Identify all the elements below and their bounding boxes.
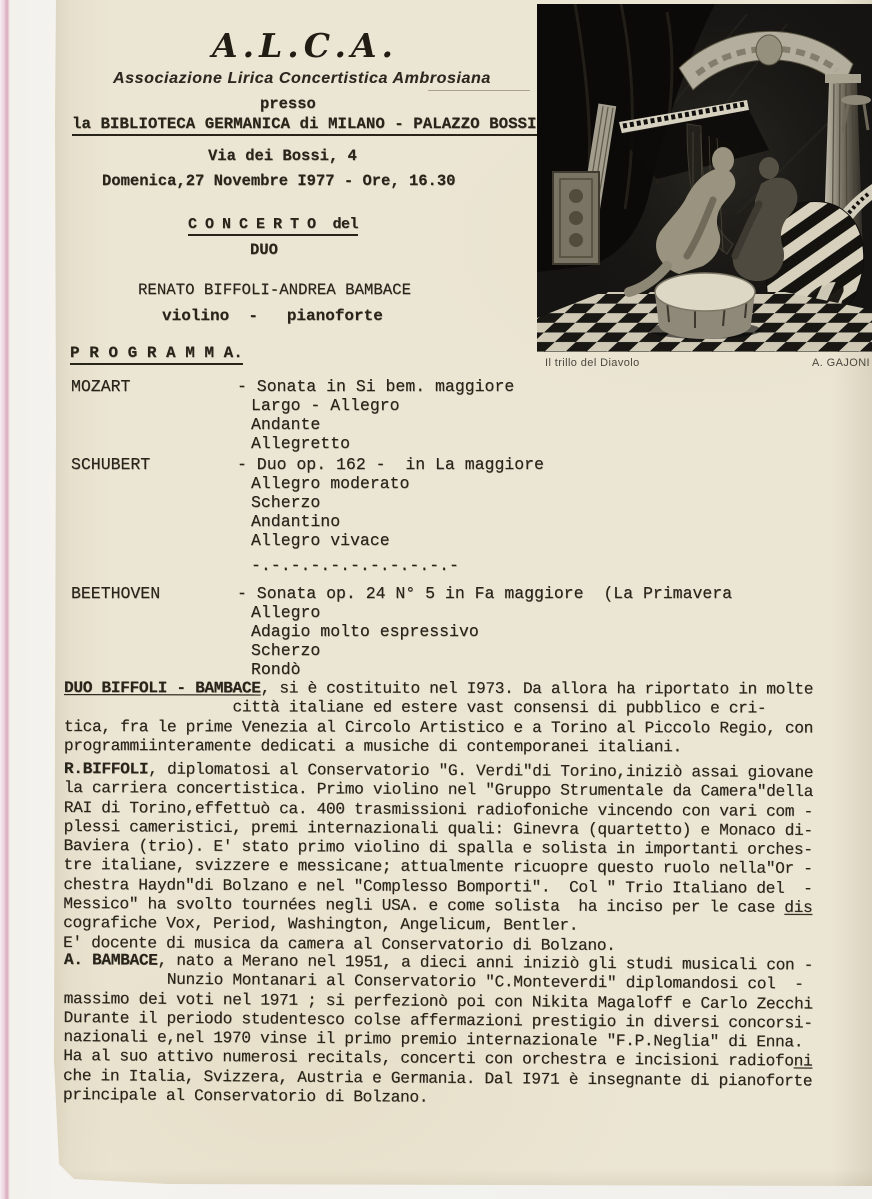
work-title: - Sonata op. 24 N° 5 in Fa maggiore (La Primavera (237, 584, 733, 603)
composer-beethoven: BEETHOVEN (71, 584, 161, 603)
bio-text: Ha al suo attivo numerosi recitals, concerti con orchestra e incisioni radiofo (63, 1047, 794, 1071)
address-line: Via dei Bossi, 4 (208, 147, 357, 165)
bio-line: la carriera concertistica. Primo violino nel "Gruppo Strumentale da Camera"della (63, 779, 814, 802)
org-abbreviation: A.L.C.A. (212, 26, 399, 65)
programma-heading: P R O G R A M M A. (70, 344, 243, 365)
bio-line: città italiane ed estere vast consensi di pubblico e cri- (63, 698, 767, 718)
bio-biffoli-paragraph (63, 760, 813, 957)
movement: Andante (251, 415, 321, 434)
date-time-line: Domenica,27 Novembre I977 - Ore, 16.30 (102, 172, 456, 190)
bio-line: plessi cameristici, premi internazionali quali: Ginevra (quartetto) e Monaco di- (63, 817, 813, 840)
bio-line: RAI di Torino,effettuò ca. 400 trasmissioni radiofoniche vincendo con vari com - (63, 798, 813, 821)
ensemble-label: DUO (250, 241, 278, 259)
movement: Allegro moderato (251, 474, 410, 493)
bambace-name: A. BAMBACE (63, 951, 158, 970)
movement: Scherzo (251, 493, 321, 512)
bio-line: cografiche Vox, Period, Washington, Angelicum, Bentler. (63, 914, 579, 936)
composer-mozart: MOZART (71, 377, 131, 396)
bio-line: Baviera (trio). E' stato primo violino di spalla e solista in importanti orches- (63, 837, 813, 860)
bio-line: E' docente di musica da camera al Conservatorio di Bolzano. (62, 933, 616, 955)
movement: Allegretto (251, 434, 351, 453)
bio-text: , diplomatosi al Conservatorio "G. Verdi"di Torino,iniziò assai giovane (148, 760, 814, 782)
bio-line: programmiinteramente dedicati a musiche di contemporanei italiani. (63, 736, 682, 757)
bio-text: , nato a Merano nel 1951, a dieci anni iniziò gli studi musicali con - (157, 951, 814, 975)
bio-line: principale al Conservatorio di Bolzano. (62, 1086, 429, 1107)
bio-text: Messico" ha svolto tournées negli USA. e come solista ha inciso per le case (63, 895, 785, 917)
scan-artifact-line (428, 90, 530, 91)
bio-line: massimo dei voti nel 1971 ; si perfezionò poi con Nikita Magaloff e Carlo Zecchi (63, 989, 813, 1014)
movement: Rondò (251, 660, 301, 679)
artwork-image (537, 4, 872, 352)
instruments-line: violino - pianoforte (162, 307, 383, 325)
movement: Adagio molto espressivo (251, 622, 479, 641)
movement: Largo - Allegro (251, 396, 400, 415)
bio-line: che in Italia, Svizzera, Austria e Germania. Dal I971 è insegnante di pianoforte (63, 1066, 813, 1091)
bio-text: , si è costituito nel I973. Da allora ha riportato in molte (260, 679, 814, 699)
bio-line: Durante il periodo studentesco colse affermazioni prestigio in diversi concorsi- (63, 1008, 813, 1033)
artwork-caption-artist: A. GAJONI (812, 357, 870, 369)
section-divider: -.-.-.-.-.-.-.-.-.-.- (251, 556, 459, 575)
bio-duo-paragraph (64, 679, 813, 758)
bio-line: chestra Haydn"di Bolzano e nel "Complesso Bomporti". Col " Trio Italiano del - (63, 875, 813, 898)
movement: Allegro vivace (251, 531, 390, 550)
org-full-name: Associazione Lirica Concertistica Ambrosiana (113, 70, 491, 87)
movement: Scherzo (251, 641, 321, 660)
concert-title: C O N C E R T O del (188, 216, 358, 236)
devil-trill-painting (537, 4, 872, 352)
bio-text-underlined: ni (793, 1052, 813, 1071)
artwork-caption-title: Il trillo del Diavolo (545, 357, 640, 369)
composer-schubert: SCHUBERT (71, 455, 151, 474)
movement: Allegro (251, 603, 321, 622)
performers-line: RENATO BIFFOLI-ANDREA BAMBACE (138, 281, 412, 299)
movement: Andantino (251, 512, 341, 531)
work-title: - Sonata in Si bem. maggiore (237, 377, 515, 396)
venue-line: la BIBLIOTECA GERMANICA di MILANO - PALAZZO BOSSI (72, 115, 537, 136)
bio-line (64, 679, 813, 700)
bio-line: Nunzio Montanari al Conservatorio "C.Monteverdi" diplomandosi col - (63, 970, 804, 994)
work-title: - Duo op. 162 - in La maggiore (237, 455, 544, 474)
bio-line: nazionali e,nel 1970 vinse il primo premio internazionale "F.P.Neglia" di Enna. (63, 1028, 804, 1052)
biffoli-name: R.BIFFOLI (63, 760, 149, 779)
presso-label: presso (260, 95, 316, 113)
bio-text-underlined: dis (784, 898, 813, 917)
bio-bambace-paragraph (63, 951, 813, 1111)
bio-line: tica, fra le prime Venezia al Circolo Artistico e a Torino al Piccolo Regio, con (63, 717, 814, 738)
duo-name: DUO BIFFOLI - BAMBACE (63, 679, 261, 698)
bio-line: tre italiane, svizzere e messicane; attualmente ricuopre questo ruolo nella"Or - (63, 856, 813, 879)
